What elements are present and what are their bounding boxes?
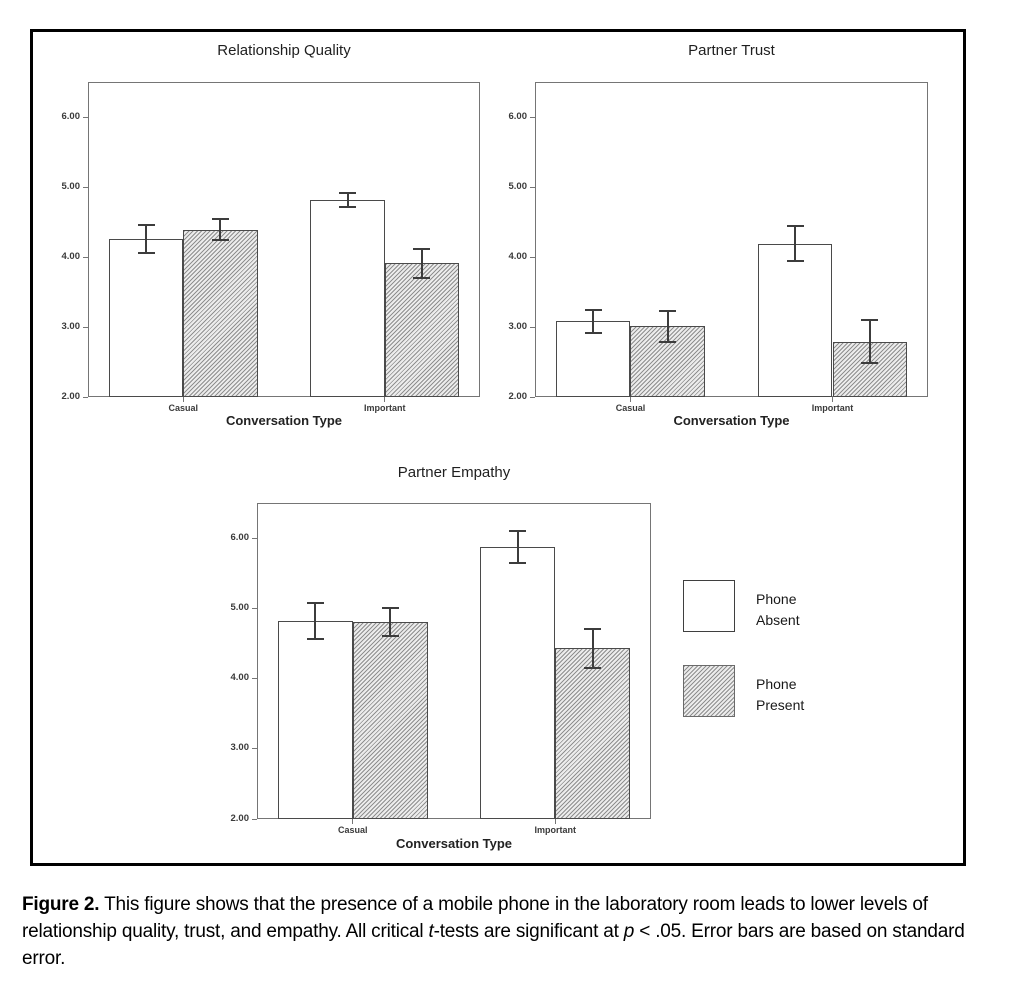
error-bar-phone-present-casual-cap-top	[382, 607, 399, 609]
figure-image	[30, 29, 966, 866]
error-bar-phone-absent-casual-line	[314, 603, 316, 638]
y-tick-label-3.00: 3.00	[61, 320, 80, 332]
caption-figure-number: Figure 2.	[22, 894, 100, 915]
y-tick-3.00	[252, 748, 257, 749]
caption-text-3: < .05. Error bars are based on standard error.	[22, 921, 965, 969]
y-tick-label-3.00: 3.00	[230, 742, 249, 754]
caption-text-2: -tests are significant at	[433, 921, 624, 942]
x-axis-title-relationship-quality: Conversation Type	[225, 413, 343, 428]
legend-label-phone-present: Phone Present	[756, 676, 805, 713]
y-tick-label-2.00: 2.00	[508, 390, 527, 402]
y-tick-5.00	[252, 608, 257, 609]
error-bar-phone-present-important-line	[592, 629, 594, 668]
x-tick-casual	[352, 819, 353, 824]
caption-p-symbol: p	[623, 921, 635, 942]
y-tick-label-5.00: 5.00	[61, 180, 80, 192]
y-tick-label-3.00: 3.00	[508, 320, 527, 332]
y-tick-label-5.00: 5.00	[230, 601, 249, 613]
figure-caption	[22, 891, 1007, 972]
chart-title-relationship-quality: Relationship Quality	[217, 42, 351, 59]
y-tick-label-2.00: 2.00	[61, 390, 80, 402]
y-tick-label-4.00: 4.00	[230, 672, 249, 684]
y-tick-label-6.00: 6.00	[230, 531, 249, 543]
chart-title-partner-trust: Partner Trust	[688, 42, 775, 59]
chart-partner-empathy	[33, 32, 963, 863]
chart-title-partner-empathy: Partner Empathy	[397, 464, 511, 481]
caption-text-1: This figure shows that the presence of a mobile phone in the laboratory room leads to lower levels of relationship quality, trust, and empathy. All critical	[22, 894, 928, 942]
error-bar-phone-present-casual-line	[389, 608, 391, 636]
legend-label-phone-absent: Phone Absent	[756, 591, 800, 628]
y-tick-2.00	[252, 819, 257, 820]
error-bar-phone-absent-casual-cap-top	[307, 602, 324, 604]
figure-canvas	[33, 32, 963, 863]
x-axis-title-partner-trust: Conversation Type	[673, 413, 790, 428]
x-category-label-important: Important	[363, 403, 406, 413]
y-tick-label-6.00: 6.00	[61, 110, 80, 122]
y-tick-label-6.00: 6.00	[508, 110, 527, 122]
error-bar-phone-present-important-cap-top	[584, 628, 601, 630]
caption-t-symbol: t	[428, 921, 434, 942]
error-bar-phone-present-casual-cap-bottom	[382, 635, 399, 637]
x-category-label-important: Important	[534, 825, 576, 835]
bar-phone-absent-casual	[278, 621, 353, 819]
y-tick-4.00	[252, 678, 257, 679]
error-bar-phone-present-important-cap-bottom	[584, 667, 601, 669]
bar-phone-present-casual	[353, 622, 428, 819]
x-category-label-casual: Casual	[615, 403, 646, 413]
y-tick-label-2.00: 2.00	[230, 812, 249, 824]
y-tick-label-4.00: 4.00	[61, 250, 80, 262]
x-axis-title-partner-empathy: Conversation Type	[395, 836, 513, 851]
y-tick-6.00	[252, 538, 257, 539]
x-category-label-casual: Casual	[337, 825, 368, 835]
error-bar-phone-absent-important-cap-bottom	[509, 562, 526, 564]
x-category-label-important: Important	[811, 403, 854, 413]
y-tick-label-5.00: 5.00	[508, 180, 527, 192]
x-tick-important	[555, 819, 556, 824]
bar-phone-absent-important	[480, 547, 555, 819]
bar-phone-present-important	[555, 648, 630, 819]
x-category-label-casual: Casual	[168, 403, 198, 413]
error-bar-phone-absent-important-line	[517, 531, 519, 563]
error-bar-phone-absent-casual-cap-bottom	[307, 638, 324, 640]
y-tick-label-4.00: 4.00	[508, 250, 527, 262]
error-bar-phone-absent-important-cap-top	[509, 530, 526, 532]
